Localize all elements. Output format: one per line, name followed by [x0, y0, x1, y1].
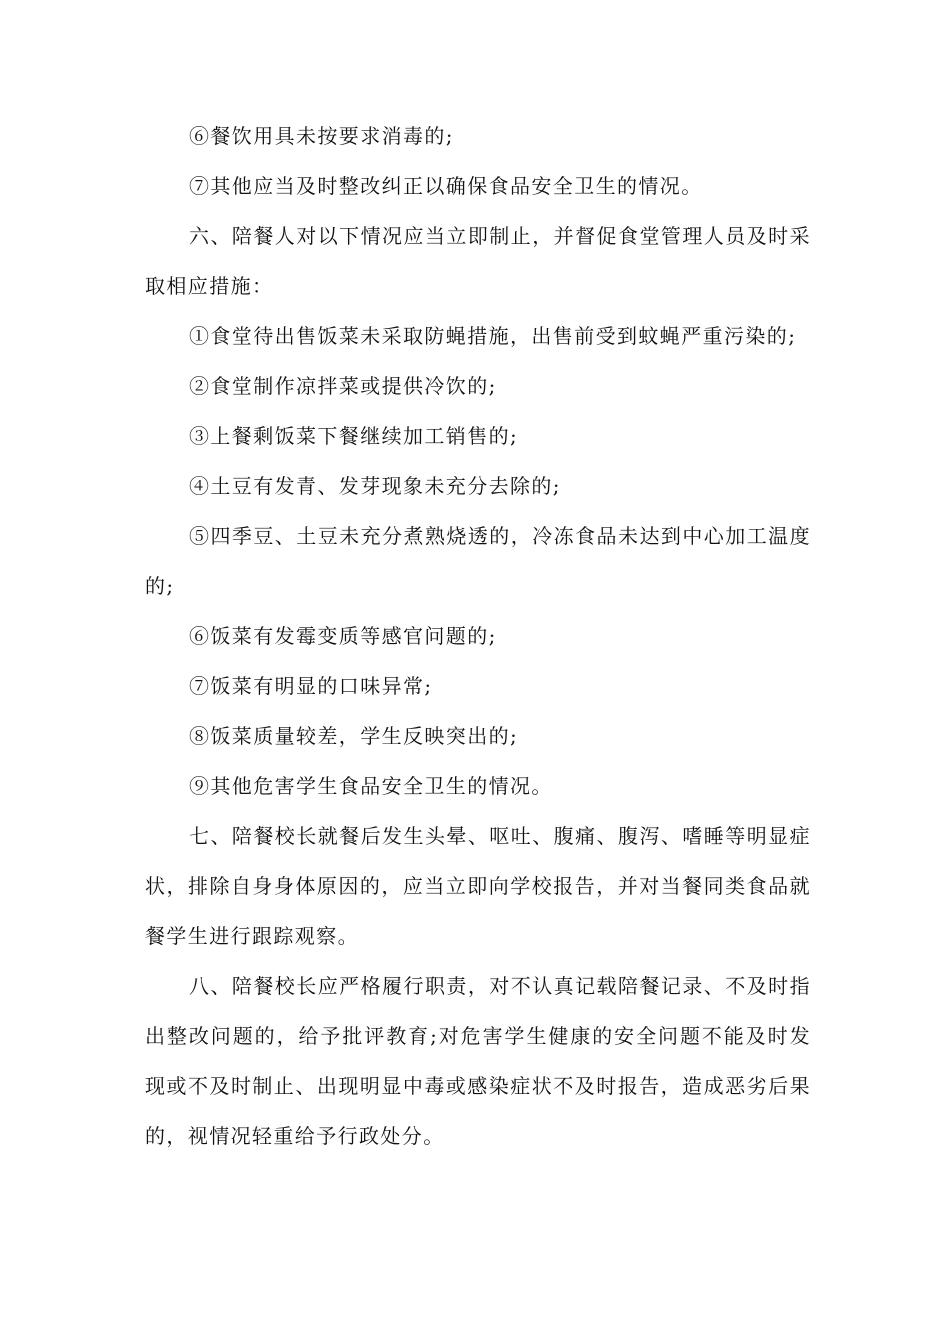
paragraph-item-8-quality: ⑧饭菜质量较差，学生反映突出的; — [189, 724, 519, 748]
paragraph-item-6-mildew: ⑥饭菜有发霉变质等感官问题的; — [189, 624, 497, 648]
paragraph-item-1-fly-prevention: ①食堂待出售饭菜未采取防蝇措施，出售前受到蚊蝇严重污染的; — [189, 324, 797, 348]
document-body — [145, 111, 811, 1161]
paragraph-item-6-disinfection: ⑥餐饮用具未按要求消毒的; — [189, 124, 454, 148]
paragraph-item-5-undercooked: ⑤四季豆、土豆未充分煮熟烧透的，冷冻食品未达到中心加工温度的; — [145, 524, 811, 598]
paragraph-section-7: 七、陪餐校长就餐后发生头晕、呕吐、腹痛、腹泻、嗜睡等明显症状，排除自身身体原因的，应当立即向学校报告，并对当餐同类食品就餐学生进行跟踪观察。 — [145, 824, 811, 948]
paragraph-item-7-other-rectification: ⑦其他应当及时整改纠正以确保食品安全卫生的情况。 — [189, 174, 703, 198]
paragraph-item-9-other-hazards: ⑨其他危害学生食品安全卫生的情况。 — [189, 774, 553, 798]
paragraph-item-4-potatoes: ④土豆有发青、发芽现象未充分去除的; — [189, 474, 561, 498]
paragraph-item-2-cold-dishes: ②食堂制作凉拌菜或提供冷饮的; — [189, 374, 497, 398]
paragraph-section-8: 八、陪餐校长应严格履行职责，对不认真记载陪餐记录、不及时指出整改问题的，给予批评教育;对危害学生健康的安全问题不能及时发现或不及时制止、出现明显中毒或感染症状不及时报告，造成恶劣后果的，视情况轻重给予行政处分。 — [145, 974, 811, 1148]
paragraph-item-3-leftovers: ③上餐剩饭菜下餐继续加工销售的; — [189, 424, 519, 448]
paragraph-item-7-taste: ⑦饭菜有明显的口味异常; — [189, 674, 433, 698]
paragraph-section-6: 六、陪餐人对以下情况应当立即制止，并督促食堂管理人员及时采取相应措施： — [145, 224, 811, 298]
